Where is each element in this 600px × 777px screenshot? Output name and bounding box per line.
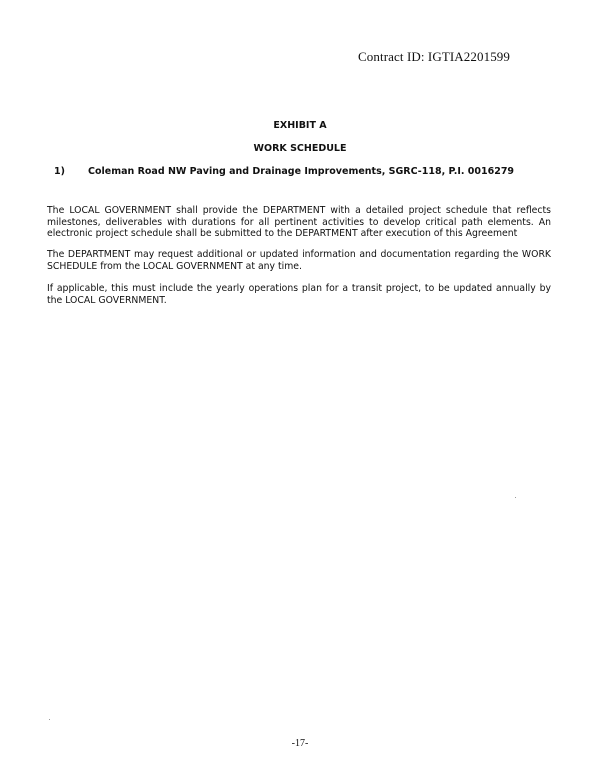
- exhibit-title: EXHIBIT A: [273, 120, 327, 131]
- project-title: Coleman Road NW Paving and Drainage Improvements, SGRC-118, P.I. 0016279: [88, 166, 515, 177]
- contract-id: Contract ID: IGTIA2201599: [358, 49, 510, 64]
- paragraph-additional-information: The DEPARTMENT may request additional or updated information and documentation regarding the WORK SCHEDULE from the LOCAL GOVERNMENT at any time.: [47, 249, 551, 272]
- project-number: 1): [54, 166, 65, 177]
- paragraph-schedule-requirement: The LOCAL GOVERNMENT shall provide the DEPARTMENT with a detailed project schedule that reflects milestones, deliverables with durations for all pertinent activities to develop critical path elements. An electronic project schedule shall be submitted to the DEPARTMENT after execution of this Agreement: [47, 205, 551, 240]
- scan-speck: [515, 497, 516, 498]
- project-heading: [54, 166, 514, 177]
- schedule-title: WORK SCHEDULE: [253, 143, 347, 154]
- page-number: -17-: [291, 738, 309, 749]
- paragraph-transit-plan: If applicable, this must include the yearly operations plan for a transit project, to be updated annually by the LOCAL GOVERNMENT.: [47, 283, 551, 306]
- scan-speck: [49, 719, 50, 720]
